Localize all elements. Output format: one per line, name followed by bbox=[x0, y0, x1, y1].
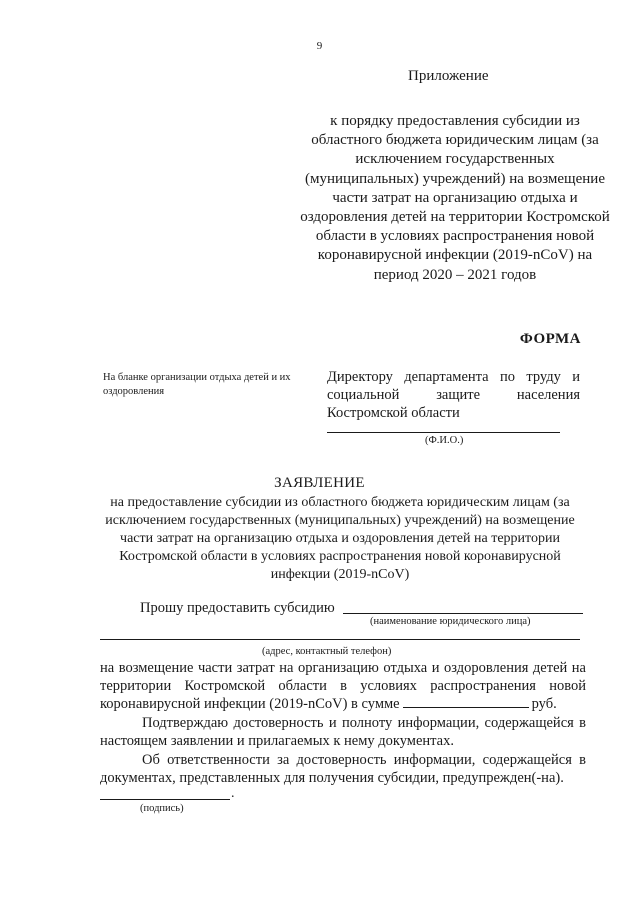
fio-line bbox=[327, 432, 560, 433]
signature-label: (подпись) bbox=[140, 803, 184, 814]
confirm-paragraph: Подтверждаю достоверность и полноту информации, содержащейся в настоящем заявлении и прилагаемых к нему документах. bbox=[100, 715, 586, 749]
appendix-title: Приложение bbox=[408, 68, 489, 84]
currency-label: руб. bbox=[531, 696, 557, 712]
statement-title: ЗАЯВЛЕНИЕ bbox=[274, 475, 365, 491]
addressee: Директору департамента по труду и социальной защите населения Костромской области bbox=[327, 369, 580, 421]
request-text: Прошу предоставить субсидию bbox=[140, 600, 335, 616]
signature-line bbox=[100, 799, 230, 800]
legal-name-blank bbox=[343, 613, 583, 614]
address-blank bbox=[100, 639, 580, 640]
responsibility-paragraph: Об ответственности за достоверность информации, содержащейся в документах, представленных для получения субсидии, предупрежден(-на). bbox=[100, 752, 586, 786]
page-number: 9 bbox=[316, 40, 323, 52]
address-label: (адрес, контактный телефон) bbox=[262, 646, 392, 657]
letterhead-note: На бланке организации отдыха детей и их оздоровления bbox=[103, 372, 291, 397]
signature-dot: . bbox=[231, 786, 235, 801]
legal-name-label: (наименование юридического лица) bbox=[370, 616, 531, 627]
statement-subtitle: на предоставление субсидии из областного бюджета юридическим лицам (за исключением государственных (муниципальных) учреждений) на возмещение части затрат на организацию отдыха и оздоровления детей на территории Костромской области в условиях распространения новой коронавирусной инфекции (2019-nCoV) bbox=[105, 495, 575, 582]
purpose-text: на возмещение части затрат на организацию отдыха и оздоровления детей на территории Костромской области в условиях распространения новой коронавирусной инфекции (2019-nCoV) в сумме bbox=[100, 660, 586, 712]
amount-blank bbox=[403, 695, 529, 708]
appendix-body: к порядку предоставления субсидии из областного бюджета юридическим лицам (за исключением государственных (муниципальных) учреждений) на возмещение части затрат на организацию отдыха и оздоровления детей на территории Костромской области в условиях распространения новой коронавирусной инфекции (2019-nCoV) на период 2020 – 2021 годов bbox=[300, 113, 610, 283]
purpose-paragraph bbox=[100, 660, 586, 714]
fio-label: (Ф.И.О.) bbox=[425, 435, 464, 446]
form-label: ФОРМА bbox=[519, 331, 581, 347]
